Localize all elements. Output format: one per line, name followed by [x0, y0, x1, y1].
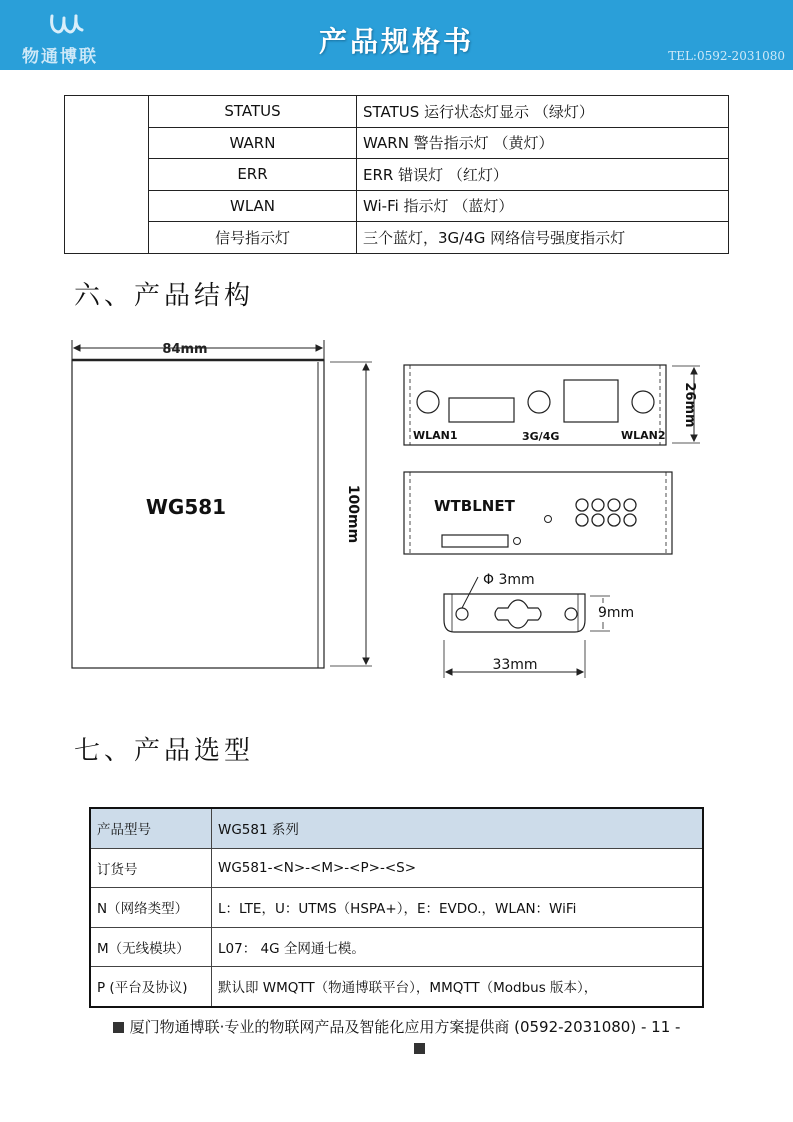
- footer-text: 厦门物通博联·专业的物联网产品及智能化应用方案提供商 (0592-2031080) - 11 -: [129, 1018, 681, 1036]
- logo-text: 物通博联: [22, 47, 98, 67]
- table-cell: 产品型号: [90, 808, 212, 848]
- header-phone: TEL:0592-2031080: [668, 49, 785, 63]
- table-cell: L07： 4G 全网通七模。: [212, 927, 704, 967]
- table-cell: WG581 系列: [212, 808, 704, 848]
- network-port-label: 3G/4G: [522, 430, 560, 443]
- table-row: [90, 848, 703, 888]
- table-cell: 订货号: [90, 848, 212, 888]
- table-cell: 默认即 WMQTT（物通博联平台），MMQTT（Modbus 版本），: [212, 967, 704, 1007]
- wlan1-port-label: WLAN1: [413, 429, 458, 442]
- bullet-square-icon: [414, 1043, 425, 1054]
- page-title: 产品规格书: [318, 25, 474, 58]
- ear-width-label: 33mm: [492, 657, 538, 673]
- model-label: WG581: [145, 495, 227, 519]
- front-height-dimension-label: 26mm: [682, 382, 697, 428]
- wlan2-port-label: WLAN2: [621, 429, 666, 442]
- section-title-selection: 七、产品选型: [74, 736, 255, 766]
- table-cell: WLAN: [149, 190, 357, 222]
- table-cell: ERR 错误灯 （红灯）: [357, 159, 729, 191]
- page-footer: [0, 1016, 793, 1037]
- table-cell: STATUS 运行状态灯显示 （绿灯）: [357, 96, 729, 128]
- table-cell: Wi-Fi 指示灯 （蓝灯）: [357, 190, 729, 222]
- table-cell: P (平台及协议): [90, 967, 212, 1007]
- table-cell: M（无线模块）: [90, 927, 212, 967]
- width-dimension-label: 84mm: [162, 342, 208, 357]
- table-cell: ERR: [149, 159, 357, 191]
- brand-label: WTBLNET: [434, 497, 515, 515]
- table-row: [90, 927, 703, 967]
- table-cell: L：LTE，U：UTMS（HSPA+），E：EVDO.，WLAN：WiFi: [212, 888, 704, 928]
- table-cell: WG581-<N>-<M>-<P>-<S>: [212, 848, 704, 888]
- ear-height-label: 9mm: [598, 605, 635, 621]
- table-cell: WARN 警告指示灯 （黄灯）: [357, 127, 729, 159]
- table-row: [90, 888, 703, 928]
- table-cell: 三个蓝灯，3G/4G 网络信号强度指示灯: [357, 222, 729, 254]
- section-title-structure: 六、产品结构: [74, 281, 255, 311]
- table-row: [90, 967, 703, 1007]
- table-cell: 信号指示灯: [149, 222, 357, 254]
- product-selection-table: [89, 807, 704, 1008]
- table-cell: N（网络类型）: [90, 888, 212, 928]
- table-cell: STATUS: [149, 96, 357, 128]
- height-dimension-label: 100mm: [345, 484, 361, 544]
- bullet-square-icon: [113, 1022, 124, 1033]
- table-row: [90, 808, 703, 848]
- table-cell: WARN: [149, 127, 357, 159]
- hole-diameter-label: Φ 3mm: [483, 572, 535, 588]
